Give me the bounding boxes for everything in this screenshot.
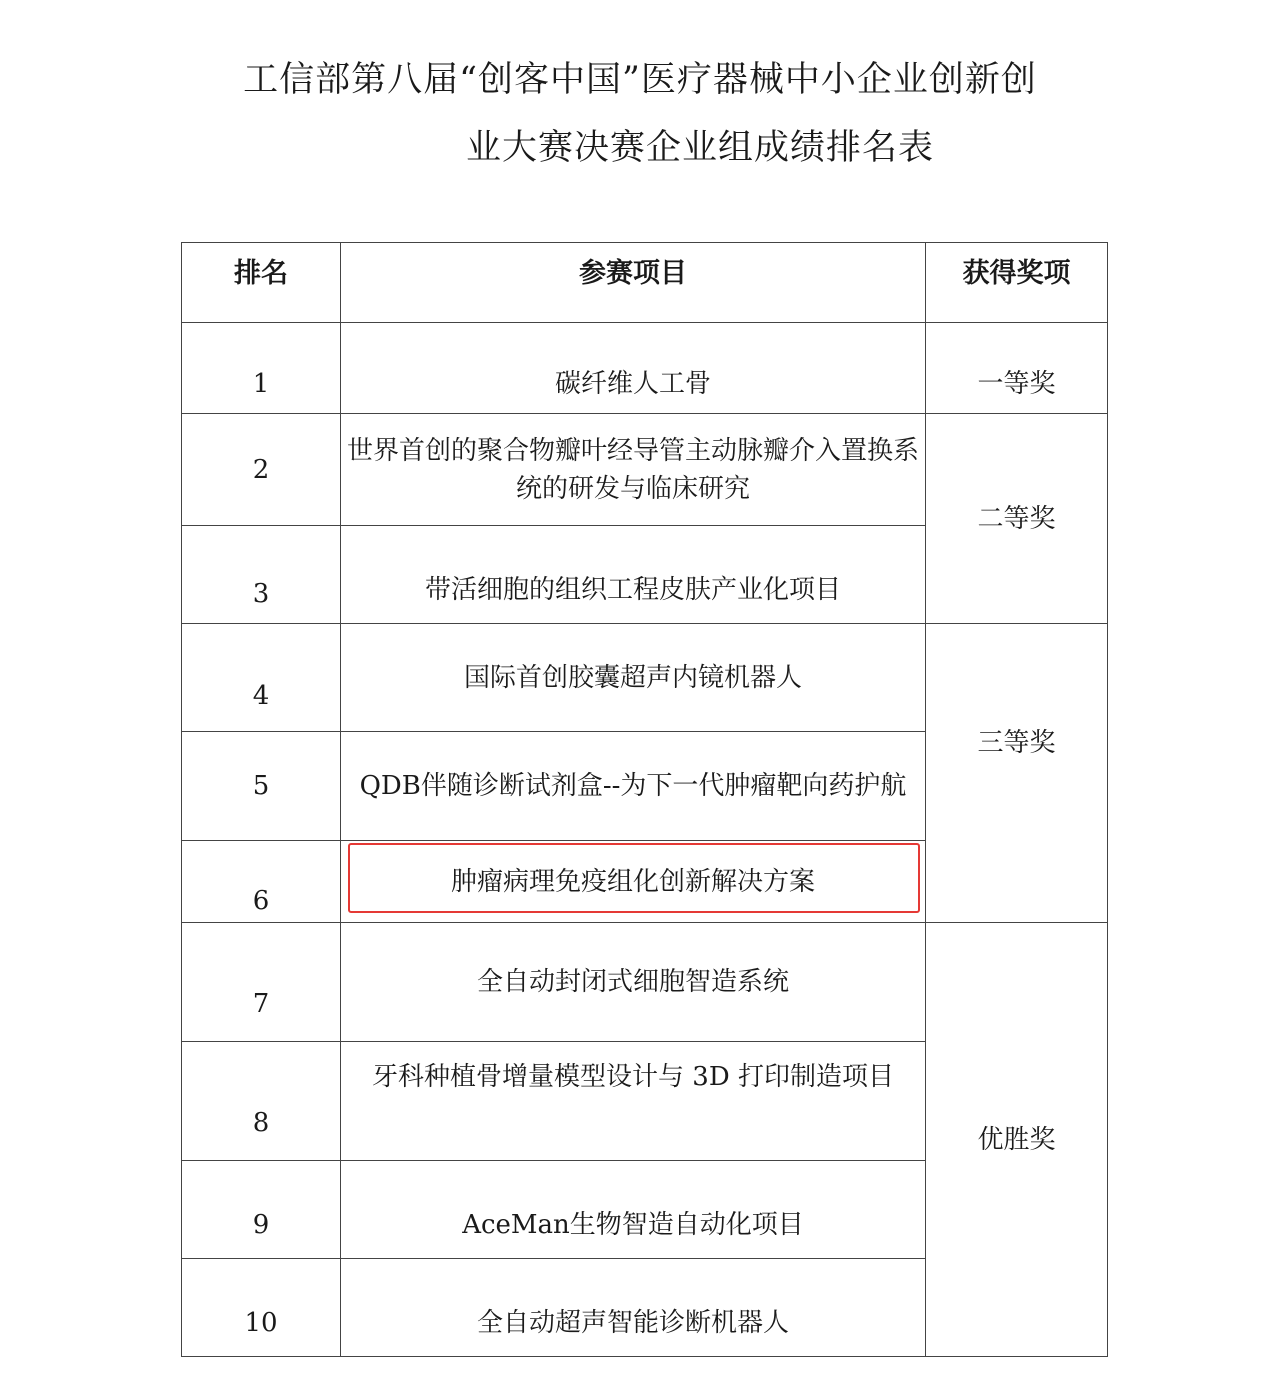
- header-project: 参赛项目: [341, 243, 926, 323]
- project-cell: 肿瘤病理免疫组化创新解决方案: [341, 841, 926, 923]
- header-rank: 排名: [182, 243, 341, 323]
- rank-cell: 6: [182, 841, 341, 923]
- project-cell: 全自动封闭式细胞智造系统: [341, 923, 926, 1042]
- rank-cell: 8: [182, 1042, 341, 1161]
- rank-cell: 1: [182, 323, 341, 414]
- rank-cell: 2: [182, 414, 341, 526]
- table-header-row: [182, 243, 1108, 323]
- award-cell-excellence-prize: 优胜奖: [926, 923, 1108, 1357]
- document-title-line-2: 业大赛决赛企业组成绩排名表: [465, 128, 934, 168]
- project-cell: 带活细胞的组织工程皮肤产业化项目: [341, 526, 926, 624]
- project-cell: 全自动超声智能诊断机器人: [341, 1259, 926, 1357]
- rank-cell: 9: [182, 1161, 341, 1259]
- table-row: [182, 323, 1108, 414]
- rank-cell: 4: [182, 624, 341, 732]
- project-cell: 国际首创胶囊超声内镜机器人: [341, 624, 926, 732]
- project-cell: QDB伴随诊断试剂盒--为下一代肿瘤靶向药护航: [341, 732, 926, 841]
- header-award: 获得奖项: [926, 243, 1108, 323]
- rank-cell: 7: [182, 923, 341, 1042]
- rank-cell: 5: [182, 732, 341, 841]
- table-row: [182, 923, 1108, 1042]
- project-cell: AceMan生物智造自动化项目: [341, 1161, 926, 1259]
- document-title-line-1: 工信部第八届“创客中国”医疗器械中小企业创新创: [243, 60, 1037, 100]
- project-cell: 牙科种植骨增量模型设计与 3D 打印制造项目: [341, 1042, 926, 1161]
- award-cell-second-prize: 二等奖: [926, 414, 1108, 624]
- rank-cell: 10: [182, 1259, 341, 1357]
- award-cell-first-prize: 一等奖: [926, 323, 1108, 414]
- project-cell: 世界首创的聚合物瓣叶经导管主动脉瓣介入置换系统的研发与临床研究: [341, 414, 926, 526]
- project-cell: 碳纤维人工骨: [341, 323, 926, 414]
- award-cell-third-prize: 三等奖: [926, 624, 1108, 923]
- table-row: [182, 414, 1108, 526]
- ranking-table: [181, 242, 1108, 1357]
- rank-cell: 3: [182, 526, 341, 624]
- table-row: [182, 624, 1108, 732]
